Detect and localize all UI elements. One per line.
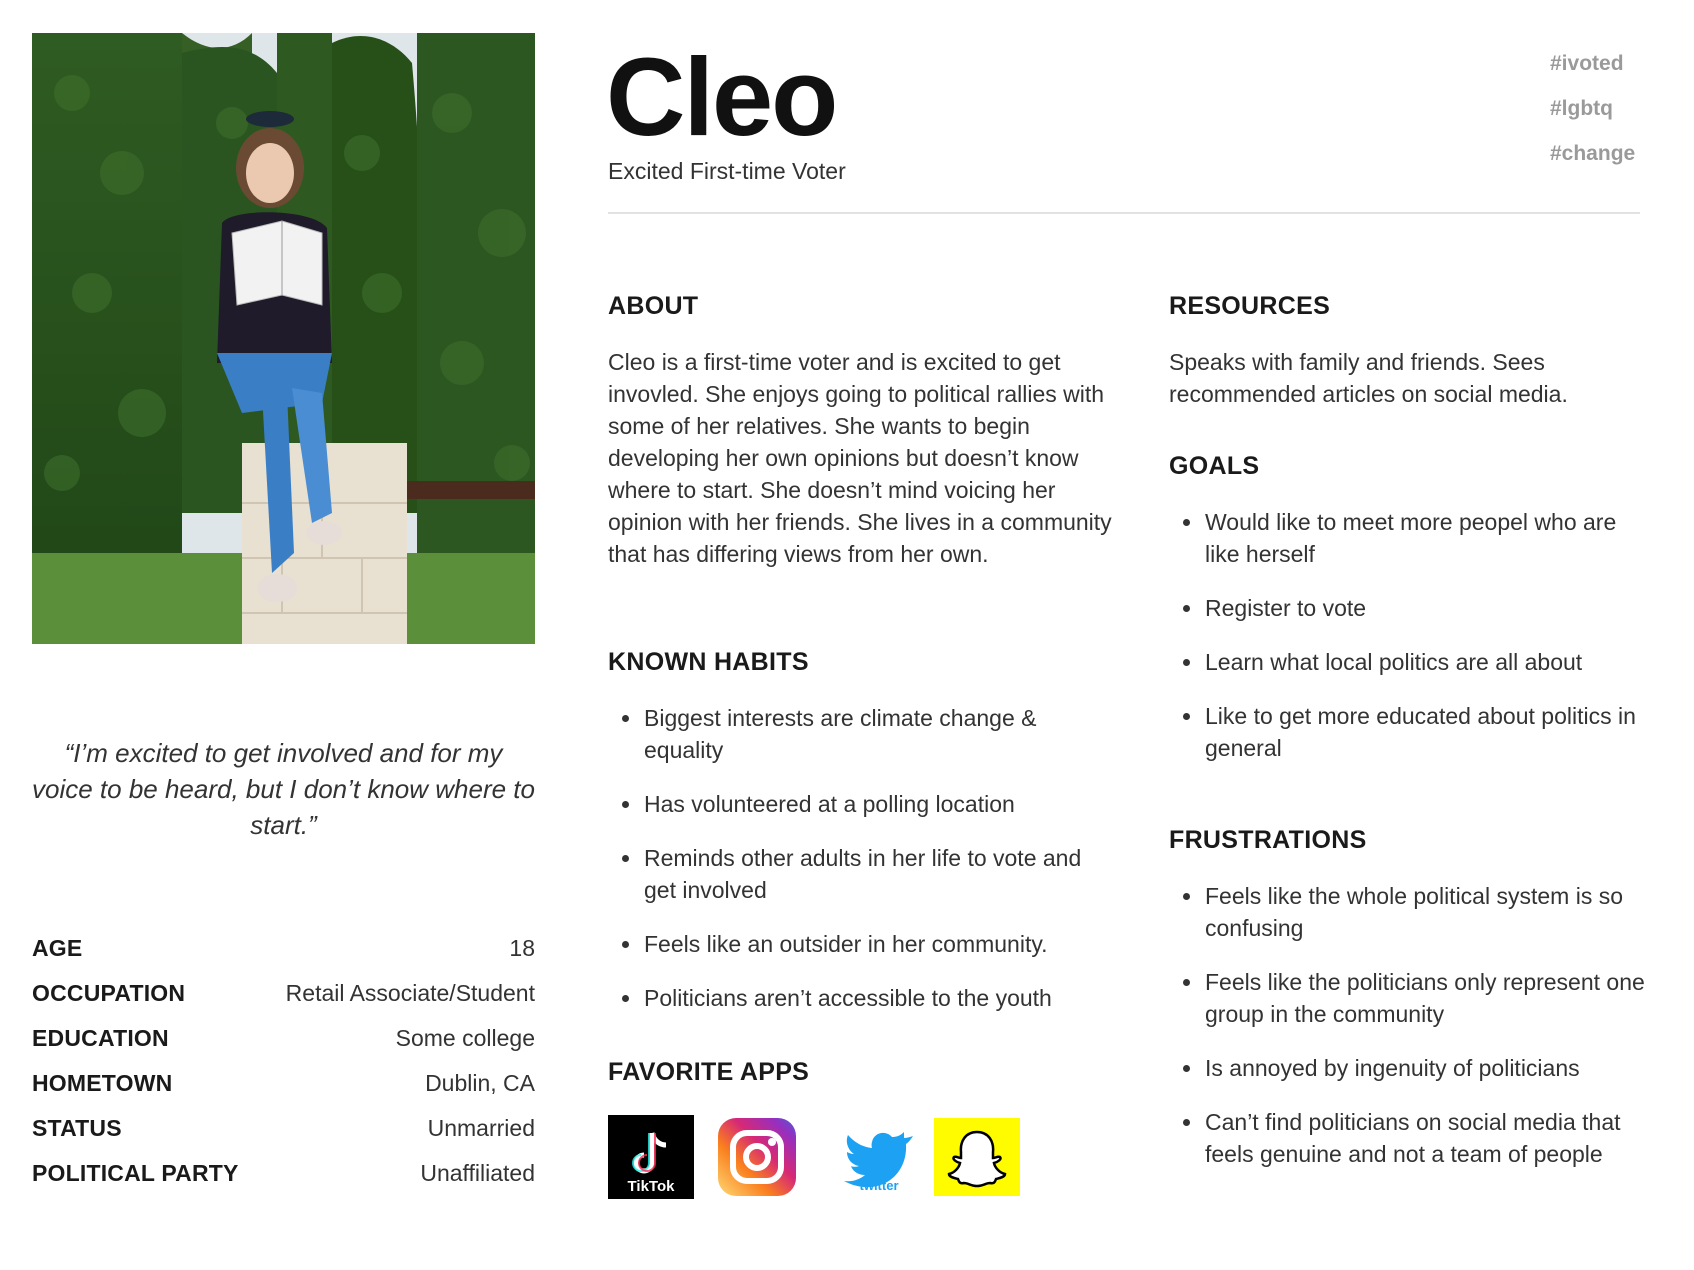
bullet-icon xyxy=(1183,519,1190,526)
instagram-icon xyxy=(718,1118,796,1201)
bullet-icon xyxy=(1183,1119,1190,1126)
profile-label: AGE xyxy=(32,934,83,961)
tiktok-icon xyxy=(608,1115,694,1204)
profile-label: HOMETOWN xyxy=(32,1069,173,1096)
profile-row-education xyxy=(32,1020,535,1056)
profile-label: OCCUPATION xyxy=(32,979,186,1006)
list-item: Learn what local politics are all about xyxy=(1169,646,1649,678)
bullet-icon xyxy=(622,941,629,948)
about-text: Cleo is a first-time voter and is excited to get invovled. She enjoys going to political rallies with some of her relatives. She wants to begin developing her own opinions but doesn’t know where to start. She doesn’t mind voicing her opinion with her friends. She lives in a community that has differing views from her own. xyxy=(608,349,1112,567)
bullet-icon xyxy=(1183,893,1190,900)
twitter-icon xyxy=(836,1122,922,1197)
bullet-icon xyxy=(1183,713,1190,720)
profile-row-status xyxy=(32,1110,535,1146)
list-item: Is annoyed by ingenuity of politicians xyxy=(1169,1052,1649,1084)
profile-label: STATUS xyxy=(32,1114,122,1141)
persona-subtitle: Excited First-time Voter xyxy=(608,158,846,184)
twitter-label: twitter xyxy=(859,1178,899,1192)
bullet-icon xyxy=(1183,979,1190,986)
list-item: Has volunteered at a polling location xyxy=(608,788,1108,820)
bullet-icon xyxy=(1183,659,1190,666)
persona-quote: “I’m excited to get involved and for my voice to be heard, but I don’t know where to start.” xyxy=(32,738,535,840)
goals-title: GOALS xyxy=(1169,452,1260,480)
list-item: Register to vote xyxy=(1169,592,1649,624)
hashtag: #ivoted xyxy=(1550,52,1624,75)
list-item: Feels like an outsider in her community. xyxy=(608,928,1108,960)
list-item: Can’t find politicians on social media that feels genuine and not a team of people xyxy=(1169,1106,1649,1170)
profile-value: Unmarried xyxy=(427,1114,535,1141)
profile-row-political-party xyxy=(32,1155,535,1191)
habits-list xyxy=(608,702,1108,1036)
bullet-icon xyxy=(622,995,629,1002)
about-title: ABOUT xyxy=(608,292,699,320)
resources-title: RESOURCES xyxy=(1169,292,1331,320)
profile-label: EDUCATION xyxy=(32,1024,169,1051)
bullet-icon xyxy=(622,715,629,722)
frustrations-title: FRUSTRATIONS xyxy=(1169,826,1367,854)
list-item: Would like to meet more peopel who are like herself xyxy=(1169,506,1649,570)
profile-row-occupation xyxy=(32,975,535,1011)
frustrations-list xyxy=(1169,880,1649,1192)
bullet-icon xyxy=(622,855,629,862)
profile-row-age xyxy=(32,930,535,966)
hashtag: #lgbtq xyxy=(1550,97,1613,120)
bullet-icon xyxy=(622,801,629,808)
list-item: Reminds other adults in her life to vote and get involved xyxy=(608,842,1108,906)
profile-value: 18 xyxy=(509,934,535,961)
tiktok-label: TikTok xyxy=(627,1178,675,1195)
persona-photo-image xyxy=(32,33,535,644)
list-item: Biggest interests are climate change & equality xyxy=(608,702,1108,766)
profile-row-hometown xyxy=(32,1065,535,1101)
profile-label: POLITICAL PARTY xyxy=(32,1159,239,1186)
persona-name: Cleo xyxy=(606,36,837,159)
list-item: Feels like the politicians only represent one group in the community xyxy=(1169,966,1649,1030)
resources-text: Speaks with family and friends. Sees recommended articles on social media. xyxy=(1169,349,1568,407)
bullet-icon xyxy=(1183,1065,1190,1072)
apps-title: FAVORITE APPS xyxy=(608,1058,810,1086)
profile-value: Some college xyxy=(395,1024,535,1051)
snapchat-icon xyxy=(934,1118,1020,1201)
header-divider xyxy=(608,212,1640,214)
habits-title: KNOWN HABITS xyxy=(608,648,809,676)
persona-photo xyxy=(32,33,535,644)
list-item: Like to get more educated about politics in general xyxy=(1169,700,1649,764)
profile-value: Dublin, CA xyxy=(425,1069,535,1096)
profile-value: Unaffiliated xyxy=(420,1159,535,1186)
profile-value: Retail Associate/Student xyxy=(285,979,535,1006)
list-item: Feels like the whole political system is so confusing xyxy=(1169,880,1649,944)
bullet-icon xyxy=(1183,605,1190,612)
goals-list xyxy=(1169,506,1649,786)
list-item: Politicians aren’t accessible to the youth xyxy=(608,982,1108,1014)
hashtag: #change xyxy=(1550,142,1636,165)
